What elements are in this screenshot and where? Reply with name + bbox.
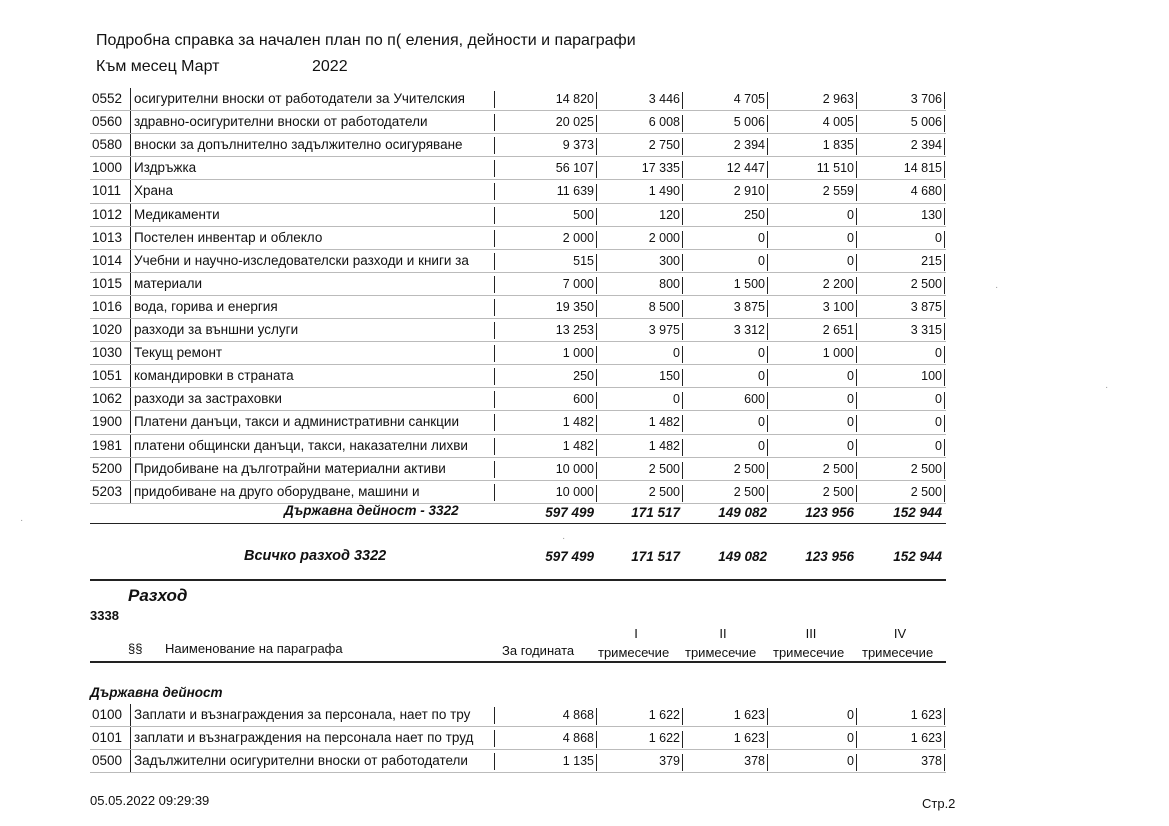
footer-page-number: Стр.2 (922, 796, 956, 811)
value-year: 9 373 (510, 138, 597, 155)
paragraph-code: 1062 (92, 391, 123, 407)
value-q3: 0 (770, 754, 857, 771)
value-year: 4 868 (510, 708, 597, 725)
subtotal-q1: 171 517 (631, 505, 680, 520)
value-year: 19 350 (510, 300, 597, 317)
paragraph-name: Учебни и научно-изследователски разходи и книги за (130, 250, 494, 272)
table-row (90, 319, 946, 341)
value-q4: 3 875 (860, 300, 945, 317)
value-q3: 0 (770, 708, 857, 725)
grand-total-year: 597 499 (545, 549, 594, 564)
value-year: 250 (510, 369, 597, 386)
value-year: 7 000 (510, 277, 597, 294)
table-row (90, 704, 946, 726)
value-q3: 2 500 (770, 462, 857, 479)
value-q1: 0 (600, 346, 683, 363)
value-q2: 3 312 (685, 323, 768, 340)
value-q3: 3 100 (770, 300, 857, 317)
paragraph-code: 1981 (92, 437, 123, 453)
paragraph-name: придобиване на друго оборудване, машини и (130, 481, 494, 503)
value-q4: 378 (860, 754, 945, 771)
value-q4: 1 623 (860, 731, 945, 748)
value-q3: 0 (770, 439, 857, 456)
table-row (90, 227, 946, 249)
scan-speck: · (562, 533, 566, 544)
value-q1: 6 008 (600, 115, 683, 132)
table-row (90, 204, 946, 226)
col-header-q3-label: тримесечие (773, 645, 845, 660)
value-q4: 2 500 (860, 462, 945, 479)
scan-speck: · (995, 282, 999, 293)
value-q2: 0 (685, 346, 768, 363)
value-q3: 2 200 (770, 277, 857, 294)
value-q1: 8 500 (600, 300, 683, 317)
table-row (90, 88, 946, 110)
value-q4: 0 (860, 439, 945, 456)
paragraph-code: 1051 (92, 368, 123, 384)
value-q1: 1 622 (600, 708, 683, 725)
paragraph-code: 0552 (92, 91, 123, 106)
value-q4: 100 (860, 369, 945, 386)
value-year: 1 482 (510, 439, 597, 456)
value-q3: 0 (770, 231, 857, 248)
month-label: Към месец Март (96, 58, 220, 75)
value-year: 13 253 (510, 323, 597, 340)
value-q2: 2 500 (685, 485, 768, 502)
table-row (90, 365, 946, 387)
paragraph-code: 1012 (92, 206, 123, 222)
col-header-q3-num: III (805, 626, 817, 641)
value-year: 500 (510, 208, 597, 225)
paragraph-name: разходи за външни услуги (130, 319, 494, 341)
table-row (90, 435, 946, 457)
paragraph-code: 0580 (92, 137, 123, 153)
value-year: 2 000 (510, 231, 597, 248)
table-row (90, 273, 946, 295)
row-rule (90, 772, 946, 773)
value-q4: 2 394 (860, 138, 945, 155)
column-separator (494, 160, 495, 177)
value-q4: 14 815 (860, 161, 945, 178)
value-q3: 0 (770, 392, 857, 409)
value-q2: 250 (685, 208, 768, 225)
value-year: 10 000 (510, 462, 597, 479)
grand-total-q1: 171 517 (631, 549, 680, 564)
col-header-par: §§ (128, 641, 143, 656)
paragraph-name: разходи за застраховки (130, 388, 494, 410)
table-row (90, 411, 946, 433)
value-q4: 5 006 (860, 115, 945, 132)
grand-total-q4: 152 944 (893, 549, 942, 564)
value-year: 1 000 (510, 346, 597, 363)
column-separator (494, 753, 495, 770)
value-q2: 1 623 (685, 708, 768, 725)
paragraph-name: Платени данъци, такси и административни санкции (130, 411, 494, 433)
col-header-name: Наименование на параграфа (165, 641, 343, 656)
paragraph-code: 1020 (92, 322, 123, 337)
value-q4: 4 680 (860, 184, 945, 201)
value-q2: 12 447 (685, 161, 768, 178)
value-q1: 3 975 (600, 323, 683, 340)
paragraph-name: вода, горива и енергия (130, 296, 494, 318)
section-divider (90, 579, 946, 581)
value-q2: 4 705 (685, 92, 768, 109)
paragraph-name: материали (130, 273, 494, 295)
value-q4: 0 (860, 231, 945, 248)
value-q1: 800 (600, 277, 683, 294)
value-q3: 0 (770, 208, 857, 225)
value-q2: 2 394 (685, 138, 768, 155)
value-q2: 5 006 (685, 115, 768, 132)
paragraph-name: Храна (130, 180, 494, 202)
value-q1: 1 490 (600, 184, 683, 201)
paragraph-code: 1016 (92, 298, 123, 314)
col-header-q1-num: I (634, 626, 638, 641)
paragraph-code: 1015 (92, 275, 123, 291)
table-row (90, 458, 946, 480)
value-q2: 0 (685, 369, 768, 386)
col-header-q2-num: II (719, 626, 727, 641)
paragraph-code: 5200 (92, 460, 123, 476)
paragraph-code: 1030 (92, 345, 123, 361)
paragraph-name: платени общински данъци, такси, наказателни лихви (130, 435, 494, 457)
value-q2: 0 (685, 254, 768, 271)
column-separator (494, 730, 495, 747)
value-q4: 0 (860, 415, 945, 432)
column-separator (494, 461, 495, 478)
grand-total-label: Всичко разход 3322 (244, 548, 387, 564)
value-q3: 0 (770, 254, 857, 271)
section-title: Разход (128, 586, 188, 605)
value-q2: 3 875 (685, 300, 768, 317)
value-year: 56 107 (510, 161, 597, 178)
value-q1: 1 482 (600, 439, 683, 456)
paragraph-name: Текущ ремонт (130, 342, 494, 364)
value-q2: 0 (685, 439, 768, 456)
value-q4: 215 (860, 254, 945, 271)
subtotal-label: Държавна дейност - 3322 (284, 503, 459, 518)
paragraph-name: Медикаменти (130, 204, 494, 226)
col-header-q4-num: IV (893, 626, 907, 641)
paragraph-name: Заплати и възнаграждения за персонала, нает по тру (130, 704, 490, 726)
table-row (90, 727, 946, 749)
paragraph-name: вноски за допълнително задължително осигуряване (130, 134, 494, 156)
column-separator (494, 276, 495, 293)
value-q3: 2 559 (770, 184, 857, 201)
paragraph-name: заплати и възнаграждения на персонала нает по труд (130, 727, 490, 749)
column-separator (494, 322, 495, 339)
column-separator (494, 183, 495, 200)
value-year: 14 820 (510, 92, 597, 109)
column-separator (494, 414, 495, 431)
paragraph-code: 1011 (92, 183, 122, 199)
value-q2: 0 (685, 415, 768, 432)
paragraph-name: Постелен инвентар и облекло (130, 227, 494, 249)
column-separator (494, 299, 495, 316)
footer-timestamp: 05.05.2022 09:29:39 (90, 793, 210, 808)
table-row (90, 388, 946, 410)
value-q2: 1 623 (685, 731, 768, 748)
value-q3: 1 835 (770, 138, 857, 155)
value-q3: 0 (770, 731, 857, 748)
paragraph-code: 5203 (92, 483, 123, 499)
paragraph-code: 1900 (92, 414, 123, 430)
table-row (90, 250, 946, 272)
scan-speck: · (1105, 382, 1109, 393)
value-q1: 300 (600, 254, 683, 271)
paragraph-name: Задължителни осигурителни вноски от работодатели (130, 750, 490, 772)
paragraph-name: Издръжка (130, 157, 494, 179)
column-separator (494, 114, 495, 131)
value-q1: 0 (600, 392, 683, 409)
value-year: 515 (510, 254, 597, 271)
value-q3: 1 000 (770, 346, 857, 363)
col-header-year: За годината (502, 643, 575, 658)
value-year: 20 025 (510, 115, 597, 132)
value-q3: 2 500 (770, 485, 857, 502)
table-row (90, 342, 946, 364)
paragraph-code: 0560 (92, 114, 123, 130)
page-title: Подробна справка за начален план по п( еления, дейности и параграфи (96, 32, 636, 49)
column-separator (494, 484, 495, 501)
value-q3: 4 005 (770, 115, 857, 132)
section-code: 3338 (90, 608, 119, 623)
subtotal-q2: 149 082 (718, 505, 767, 520)
value-year: 1 482 (510, 415, 597, 432)
value-year: 11 639 (510, 184, 597, 201)
value-q1: 150 (600, 369, 683, 386)
subtotal-q4: 152 944 (893, 505, 942, 520)
header-rule (90, 661, 946, 663)
column-separator (494, 207, 495, 224)
column-separator (494, 707, 495, 724)
col-header-q4-label: тримесечие (862, 645, 934, 660)
paragraph-code: 1013 (92, 229, 123, 245)
value-q2: 2 910 (685, 184, 768, 201)
value-q2: 600 (685, 392, 768, 409)
value-q1: 1 482 (600, 415, 683, 432)
value-q1: 2 500 (600, 485, 683, 502)
scan-speck: · (20, 515, 24, 526)
value-q2: 1 500 (685, 277, 768, 294)
paragraph-code: 1014 (92, 252, 123, 268)
paragraph-code: 0100 (92, 707, 123, 722)
grand-total-q3: 123 956 (805, 549, 854, 564)
table-row (90, 157, 946, 179)
value-q1: 379 (600, 754, 683, 771)
subtotal-year: 597 499 (545, 505, 594, 520)
row-rule (90, 503, 946, 504)
value-year: 4 868 (510, 731, 597, 748)
value-year: 1 135 (510, 754, 597, 771)
table-row (90, 180, 946, 202)
column-separator (494, 391, 495, 408)
subtotal-rule (90, 523, 946, 524)
subtotal-q3: 123 956 (805, 505, 854, 520)
paragraph-name: командировки в страната (130, 365, 494, 387)
value-q3: 11 510 (770, 161, 857, 178)
value-q4: 1 623 (860, 708, 945, 725)
paragraph-name: осигурителни вноски от работодатели за Учителския (130, 88, 494, 110)
column-separator (494, 230, 495, 247)
value-q1: 3 446 (600, 92, 683, 109)
column-separator (494, 345, 495, 362)
column-separator (494, 368, 495, 385)
value-q1: 120 (600, 208, 683, 225)
value-q3: 2 651 (770, 323, 857, 340)
value-q4: 130 (860, 208, 945, 225)
value-q4: 3 315 (860, 323, 945, 340)
table-row (90, 111, 946, 133)
paragraph-name: Придобиване на дълготрайни материални активи (130, 458, 494, 480)
value-q2: 0 (685, 231, 768, 248)
grand-total-q2: 149 082 (718, 549, 767, 564)
table-row (90, 134, 946, 156)
column-separator (494, 137, 495, 154)
value-q4: 2 500 (860, 485, 945, 502)
paragraph-code: 1000 (92, 160, 123, 176)
column-separator (494, 91, 495, 108)
value-q3: 2 963 (770, 92, 857, 109)
paragraph-code: 0101 (92, 730, 123, 746)
value-q2: 378 (685, 754, 768, 771)
value-q1: 2 500 (600, 462, 683, 479)
paragraph-code: 0500 (92, 753, 123, 769)
column-separator (494, 253, 495, 270)
column-separator (494, 438, 495, 455)
value-q1: 2 000 (600, 231, 683, 248)
year-label: 2022 (312, 58, 348, 75)
value-q3: 0 (770, 369, 857, 386)
value-q1: 1 622 (600, 731, 683, 748)
value-q3: 0 (770, 415, 857, 432)
group-label: Държавна дейност (90, 685, 223, 700)
value-q4: 3 706 (860, 92, 945, 109)
value-q1: 2 750 (600, 138, 683, 155)
value-q2: 2 500 (685, 462, 768, 479)
table-row (90, 750, 946, 772)
value-year: 600 (510, 392, 597, 409)
table-row (90, 481, 946, 503)
table-row (90, 296, 946, 318)
value-q4: 0 (860, 346, 945, 363)
paragraph-name: здравно-осигурителни вноски от работодатели (130, 111, 494, 133)
value-q4: 0 (860, 392, 945, 409)
col-header-q2-label: тримесечие (685, 645, 757, 660)
value-q1: 17 335 (600, 161, 683, 178)
col-header-q1-label: тримесечие (598, 645, 670, 660)
value-q4: 2 500 (860, 277, 945, 294)
value-year: 10 000 (510, 485, 597, 502)
